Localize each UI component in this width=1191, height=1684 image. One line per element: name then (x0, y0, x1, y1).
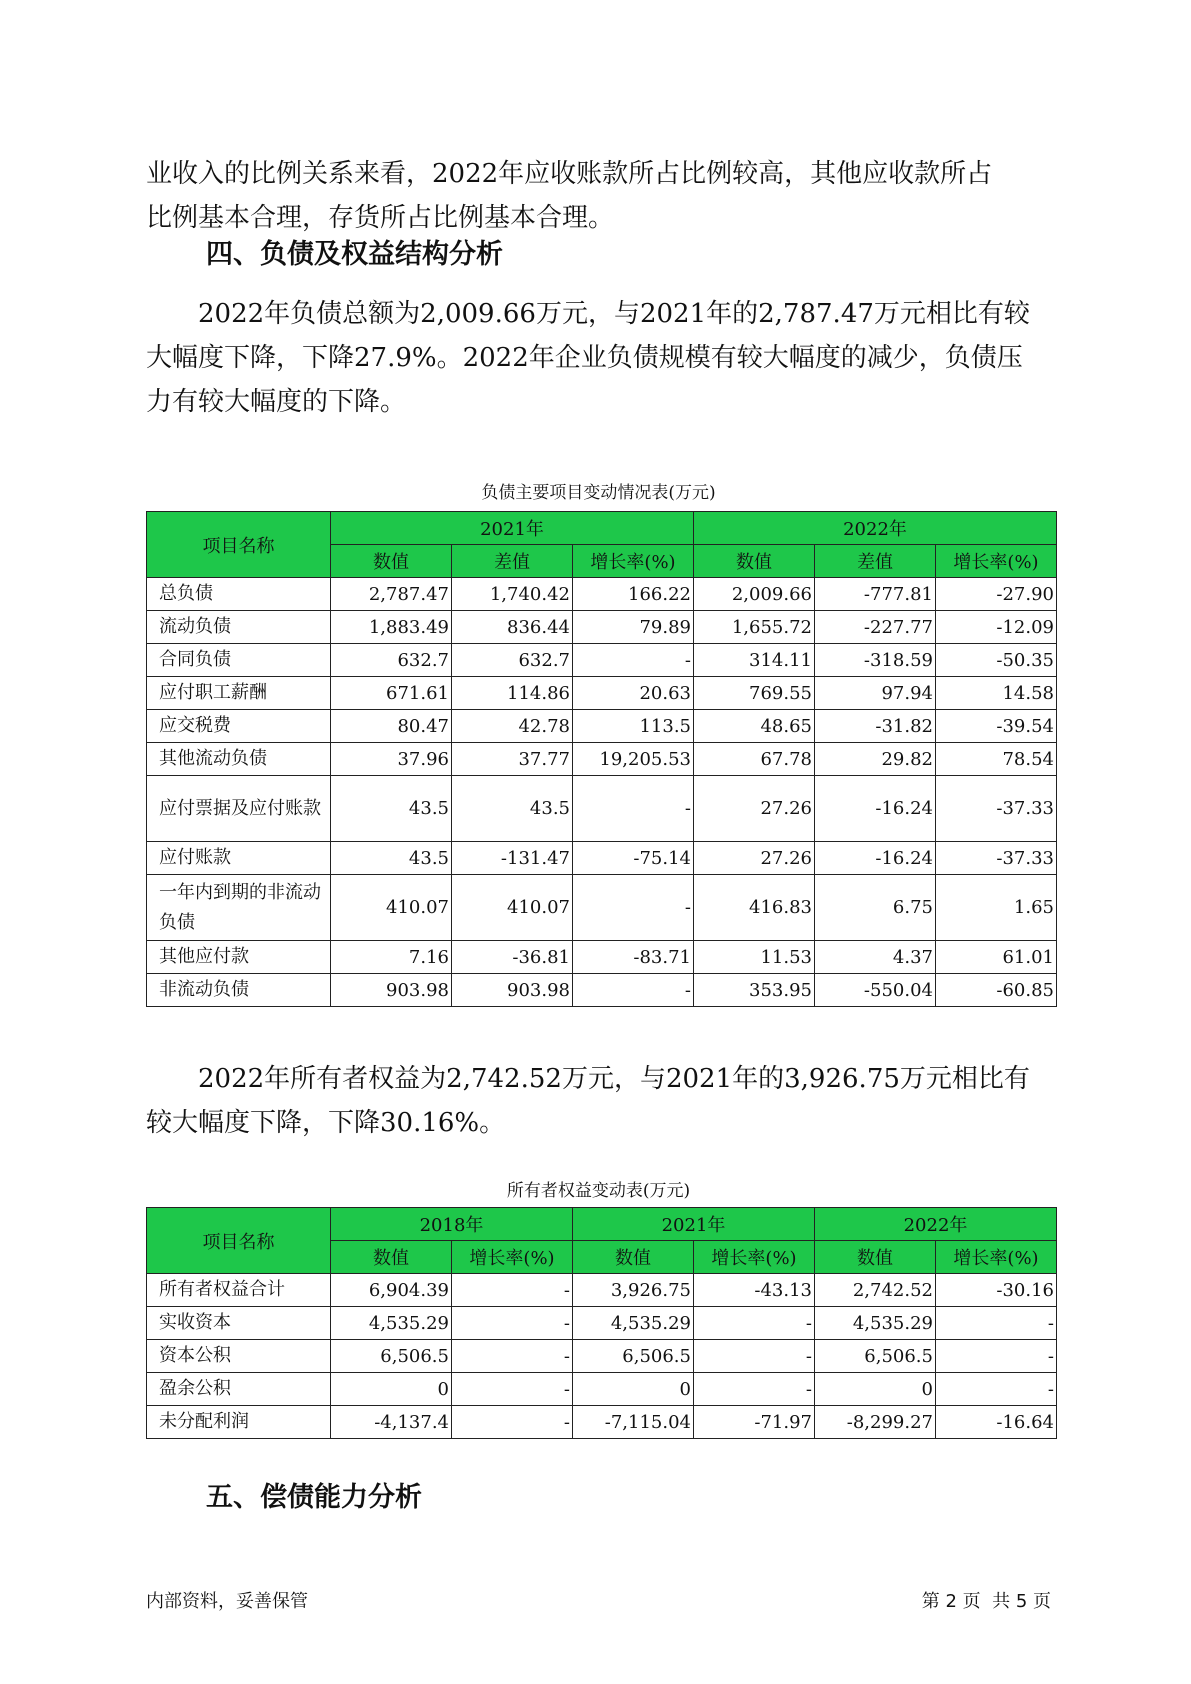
cell-growth-rate: - (936, 1307, 1057, 1340)
cell-difference: 114.86 (452, 677, 573, 710)
section-heading-solvency: 五、偿债能力分析 (206, 1482, 422, 1513)
cell-value: 2,787.47 (331, 578, 452, 611)
cell-growth-rate: -16.64 (936, 1406, 1057, 1439)
cell-growth-rate: - (452, 1307, 573, 1340)
cell-difference: 37.77 (452, 743, 573, 776)
header-year: 2021年 (573, 1208, 815, 1241)
footer-confidential-note: 内部资料，妥善保管 (146, 1591, 308, 1612)
subheader-growth-rate: 增长率(%) (936, 1241, 1057, 1274)
row-label: 所有者权益合计 (147, 1274, 331, 1307)
row-label: 未分配利润 (147, 1406, 331, 1439)
cell-value: 27.26 (694, 842, 815, 875)
cell-difference: -131.47 (452, 842, 573, 875)
table-row (147, 941, 1057, 974)
section-heading-liabilities-equity: 四、负债及权益结构分析 (206, 239, 503, 270)
cell-value: 6,506.5 (573, 1340, 694, 1373)
row-label: 实收资本 (147, 1307, 331, 1340)
subheader-value: 数值 (331, 545, 452, 578)
cell-growth-rate: -39.54 (936, 710, 1057, 743)
cell-growth-rate: -43.13 (694, 1274, 815, 1307)
table-row (147, 875, 1057, 941)
row-label: 应付职工薪酬 (147, 677, 331, 710)
row-label: 合同负债 (147, 644, 331, 677)
row-label: 流动负债 (147, 611, 331, 644)
cell-value: 0 (573, 1373, 694, 1406)
cell-difference: 632.7 (452, 644, 573, 677)
cell-value: 11.53 (694, 941, 815, 974)
cell-growth-rate: 20.63 (573, 677, 694, 710)
cell-growth-rate: - (452, 1406, 573, 1439)
cell-growth-rate: 113.5 (573, 710, 694, 743)
cell-value: 6,506.5 (331, 1340, 452, 1373)
cell-difference: 1,740.42 (452, 578, 573, 611)
cell-growth-rate: - (694, 1373, 815, 1406)
row-label: 资本公积 (147, 1340, 331, 1373)
subheader-value: 数值 (815, 1241, 936, 1274)
cell-value: 353.95 (694, 974, 815, 1007)
cell-growth-rate: - (573, 875, 694, 941)
cell-growth-rate: -50.35 (936, 644, 1057, 677)
cell-value: 3,926.75 (573, 1274, 694, 1307)
cell-growth-rate: - (936, 1340, 1057, 1373)
cell-difference: -31.82 (815, 710, 936, 743)
subheader-value: 数值 (573, 1241, 694, 1274)
cell-value: 1,883.49 (331, 611, 452, 644)
equity-paragraph (146, 1057, 1046, 1145)
subheader-value: 数值 (331, 1241, 452, 1274)
cell-growth-rate: 78.54 (936, 743, 1057, 776)
liabilities-paragraph (146, 292, 1046, 424)
liabilities-table-caption: 负债主要项目变动情况表(万元) (481, 483, 716, 503)
table-row (147, 1307, 1057, 1340)
table-row (147, 776, 1057, 842)
cell-value: 0 (815, 1373, 936, 1406)
table-row (147, 1373, 1057, 1406)
row-label: 总负债 (147, 578, 331, 611)
cell-difference: 836.44 (452, 611, 573, 644)
cell-difference: 43.5 (452, 776, 573, 842)
cell-value: 80.47 (331, 710, 452, 743)
cell-difference: 6.75 (815, 875, 936, 941)
table-row (147, 1340, 1057, 1373)
cell-growth-rate: -60.85 (936, 974, 1057, 1007)
cell-value: 0 (331, 1373, 452, 1406)
row-label: 其他应付款 (147, 941, 331, 974)
cell-value: 2,009.66 (694, 578, 815, 611)
subheader-growth-rate: 增长率(%) (694, 1241, 815, 1274)
subheader-growth-rate: 增长率(%) (452, 1241, 573, 1274)
cell-value: 2,742.52 (815, 1274, 936, 1307)
cell-difference: -16.24 (815, 776, 936, 842)
cell-difference: 42.78 (452, 710, 573, 743)
subheader-difference: 差值 (815, 545, 936, 578)
cell-growth-rate: -37.33 (936, 842, 1057, 875)
cell-growth-rate: 166.22 (573, 578, 694, 611)
cell-value: 416.83 (694, 875, 815, 941)
cell-value: 4,535.29 (331, 1307, 452, 1340)
row-label: 应交税费 (147, 710, 331, 743)
cell-value: 6,506.5 (815, 1340, 936, 1373)
header-year: 2022年 (694, 512, 1057, 545)
cell-growth-rate: -83.71 (573, 941, 694, 974)
paragraph-line: 2022年负债总额为2,009.66万元，与2021年的2,787.47万元相比有较 (198, 299, 1030, 329)
cell-difference: 97.94 (815, 677, 936, 710)
table-row (147, 743, 1057, 776)
cell-growth-rate: - (573, 974, 694, 1007)
cell-value: 410.07 (331, 875, 452, 941)
subheader-difference: 差值 (452, 545, 573, 578)
subheader-growth-rate: 增长率(%) (936, 545, 1057, 578)
equity-table-caption: 所有者权益变动表(万元) (506, 1181, 691, 1201)
cell-value: 67.78 (694, 743, 815, 776)
paragraph-line: 2022年所有者权益为2,742.52万元，与2021年的3,926.75万元相比有 (198, 1064, 1030, 1094)
cell-value: 769.55 (694, 677, 815, 710)
paragraph-line: 力有较大幅度的下降。 (146, 387, 407, 417)
subheader-value: 数值 (694, 545, 815, 578)
cell-value: 27.26 (694, 776, 815, 842)
cell-difference: 410.07 (452, 875, 573, 941)
table-row (147, 974, 1057, 1007)
cell-difference: -227.77 (815, 611, 936, 644)
paragraph-line: 业收入的比例关系来看，2022年应收账款所占比例较高，其他应收款所占 (146, 159, 993, 189)
cell-value: 43.5 (331, 776, 452, 842)
cell-value: 6,904.39 (331, 1274, 452, 1307)
table-row (147, 578, 1057, 611)
table-row (147, 611, 1057, 644)
liabilities-table (146, 511, 1057, 1007)
header-year: 2018年 (331, 1208, 573, 1241)
cell-value: 314.11 (694, 644, 815, 677)
cell-value: 7.16 (331, 941, 452, 974)
header-year: 2021年 (331, 512, 694, 545)
cell-growth-rate: - (452, 1340, 573, 1373)
cell-growth-rate: -27.90 (936, 578, 1057, 611)
cell-difference: 903.98 (452, 974, 573, 1007)
cell-growth-rate: - (573, 776, 694, 842)
cell-value: -7,115.04 (573, 1406, 694, 1439)
cell-growth-rate: -30.16 (936, 1274, 1057, 1307)
cell-difference: 29.82 (815, 743, 936, 776)
header-year: 2022年 (815, 1208, 1057, 1241)
cell-growth-rate: - (573, 644, 694, 677)
cell-value: 4,535.29 (573, 1307, 694, 1340)
cell-growth-rate: -71.97 (694, 1406, 815, 1439)
cell-difference: -318.59 (815, 644, 936, 677)
cell-difference: -550.04 (815, 974, 936, 1007)
cell-difference: -36.81 (452, 941, 573, 974)
cell-difference: -16.24 (815, 842, 936, 875)
cell-growth-rate: - (452, 1274, 573, 1307)
paragraph-line: 大幅度下降，下降27.9%。2022年企业负债规模有较大幅度的减少，负债压 (146, 343, 1023, 373)
cell-growth-rate: 19,205.53 (573, 743, 694, 776)
cell-difference: -777.81 (815, 578, 936, 611)
cell-value: -8,299.27 (815, 1406, 936, 1439)
cell-growth-rate: -37.33 (936, 776, 1057, 842)
cell-value: 37.96 (331, 743, 452, 776)
row-label: 其他流动负债 (147, 743, 331, 776)
cell-growth-rate: -12.09 (936, 611, 1057, 644)
table-row (147, 1406, 1057, 1439)
cell-growth-rate: - (694, 1307, 815, 1340)
intro-paragraph (146, 152, 1046, 240)
row-label: 应付票据及应付账款 (147, 776, 331, 842)
cell-value: 903.98 (331, 974, 452, 1007)
subheader-growth-rate: 增长率(%) (573, 545, 694, 578)
paragraph-line: 比例基本合理，存货所占比例基本合理。 (146, 203, 615, 233)
table-row (147, 644, 1057, 677)
cell-value: 43.5 (331, 842, 452, 875)
cell-value: 1,655.72 (694, 611, 815, 644)
table-row (147, 677, 1057, 710)
cell-growth-rate: 79.89 (573, 611, 694, 644)
cell-value: 671.61 (331, 677, 452, 710)
cell-value: 4,535.29 (815, 1307, 936, 1340)
table-row (147, 710, 1057, 743)
equity-table (146, 1207, 1057, 1439)
cell-growth-rate: - (694, 1340, 815, 1373)
cell-growth-rate: - (452, 1373, 573, 1406)
cell-growth-rate: 1.65 (936, 875, 1057, 941)
cell-growth-rate: - (936, 1373, 1057, 1406)
footer-page-number: 第 2 页 共 5 页 (921, 1591, 1051, 1612)
cell-value: 48.65 (694, 710, 815, 743)
cell-value: 632.7 (331, 644, 452, 677)
table-row (147, 842, 1057, 875)
cell-growth-rate: -75.14 (573, 842, 694, 875)
paragraph-line: 较大幅度下降，下降30.16%。 (146, 1108, 506, 1138)
cell-growth-rate: 61.01 (936, 941, 1057, 974)
cell-growth-rate: 14.58 (936, 677, 1057, 710)
row-label: 一年内到期的非流动负债 (147, 875, 331, 941)
row-label: 应付账款 (147, 842, 331, 875)
row-label: 盈余公积 (147, 1373, 331, 1406)
cell-difference: 4.37 (815, 941, 936, 974)
row-label: 非流动负债 (147, 974, 331, 1007)
header-item-name: 项目名称 (147, 1208, 331, 1274)
table-row (147, 1274, 1057, 1307)
cell-value: -4,137.4 (331, 1406, 452, 1439)
header-item-name: 项目名称 (147, 512, 331, 578)
